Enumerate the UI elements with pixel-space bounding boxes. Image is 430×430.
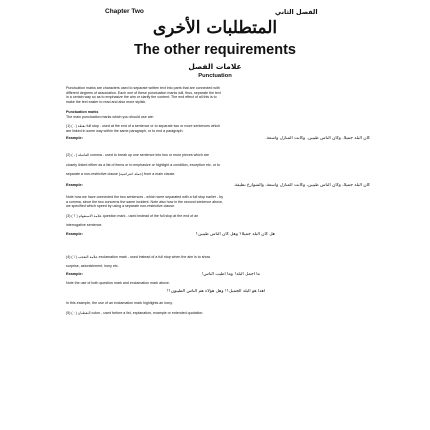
example-label: Example: bbox=[66, 232, 83, 236]
example-arabic: أهذا هو البلد الجميل؟! وهل هؤلاء هم الناس الطيبون؟! bbox=[166, 289, 265, 294]
english-title: The other requirements bbox=[134, 42, 296, 58]
note-line: Note how we have connected the two sentences - which were separated with a full stop earlier - by bbox=[66, 195, 224, 199]
intro-line: make the text easier to read and also more stylish. bbox=[66, 99, 147, 104]
note-line: we specified which speed by using a separate non-restrictive clause. bbox=[66, 204, 176, 209]
item-line: (4) ( ! ) علامة التعجب exclamation mark - used instead of a full stop when the aim is to show bbox=[66, 255, 211, 259]
example-row bbox=[66, 183, 370, 189]
item-line: are linked in some way within the same paragraph, or to end a paragraph. bbox=[66, 129, 184, 133]
item-line: (2) ( ، ) الفاصلة comma - used to break up one sentence into two or more pieces which are bbox=[66, 153, 209, 157]
english-section-heading: Punctuation bbox=[198, 73, 232, 79]
example-row bbox=[66, 136, 370, 142]
example-label: Example: bbox=[66, 183, 83, 187]
note-line: In this example, the use of an exclamation mark highlights an irony. bbox=[66, 301, 173, 305]
example-arabic: كان البلد جميلاً، وكان الناس طيبين، وكانت المنازل واسعة، والشوارع نظيفة. bbox=[233, 183, 370, 188]
note-line: Note the use of both question mark and exclamation mark above. bbox=[66, 281, 170, 285]
list-intro: The main punctuation marks which you should use are: bbox=[66, 115, 154, 119]
example-label: Example: bbox=[66, 272, 83, 276]
intro-line: Punctuation marks are characters used to separate written text into parts that are connected with bbox=[66, 86, 220, 90]
item-line: closely linked either as a list of items or to emphasize or highlight a condition, exception etc. or to bbox=[66, 163, 221, 167]
arabic-section-heading: علامات الفصل bbox=[188, 62, 242, 71]
item-line: interrogative sentence. bbox=[66, 223, 103, 227]
example-row bbox=[66, 289, 370, 295]
item-line: (1) ( . ) نقطة full stop - used at the end of a sentence or to separate two or more sentences which bbox=[66, 124, 221, 128]
intro-line: in a certain way so as to emphasize the aim or clarify the content. The end effect of all this is to bbox=[66, 95, 217, 100]
item-line: surprise, astonishment, irony etc. bbox=[66, 264, 119, 268]
note-line: a comma, since the two concerns the same incident. Note also how in the second sentence above, bbox=[66, 199, 224, 204]
arabic-title: المتطلبات الأخرى bbox=[152, 18, 278, 38]
example-arabic: هل كان البلد جميلاً؟ وهل كان الناس طيبين؟ bbox=[195, 232, 275, 237]
example-arabic: ما أجمل البلد! وما أطيب الناس! bbox=[201, 272, 260, 277]
chapter-header-ar: الفصل الثاني bbox=[275, 8, 318, 16]
intro-line: different degrees of association. Each one of these punctuation marks will, thus, separate the text bbox=[66, 90, 221, 95]
list-heading: Punctuation marks bbox=[66, 110, 99, 114]
example-row bbox=[66, 232, 370, 238]
example-arabic: كان البلد جميلاً. وكان الناس طيبين. وكانت المنازل واسعة. bbox=[265, 136, 370, 141]
example-label: Example: bbox=[66, 136, 83, 140]
item-line: (3) ( ؟ ) علامة الاستفهام question mark - used instead of the full stop at the end of an bbox=[66, 214, 199, 218]
chapter-header-en: Chapter Two bbox=[105, 8, 144, 15]
example-row bbox=[66, 272, 370, 278]
item-line: separate a non-restrictive clause (جملة اعتراضية) from a main clause. bbox=[66, 172, 176, 176]
item-line: (5) ( : ) النقطتان colon - used before a list, explanation, example or extended quotation. bbox=[66, 311, 204, 315]
